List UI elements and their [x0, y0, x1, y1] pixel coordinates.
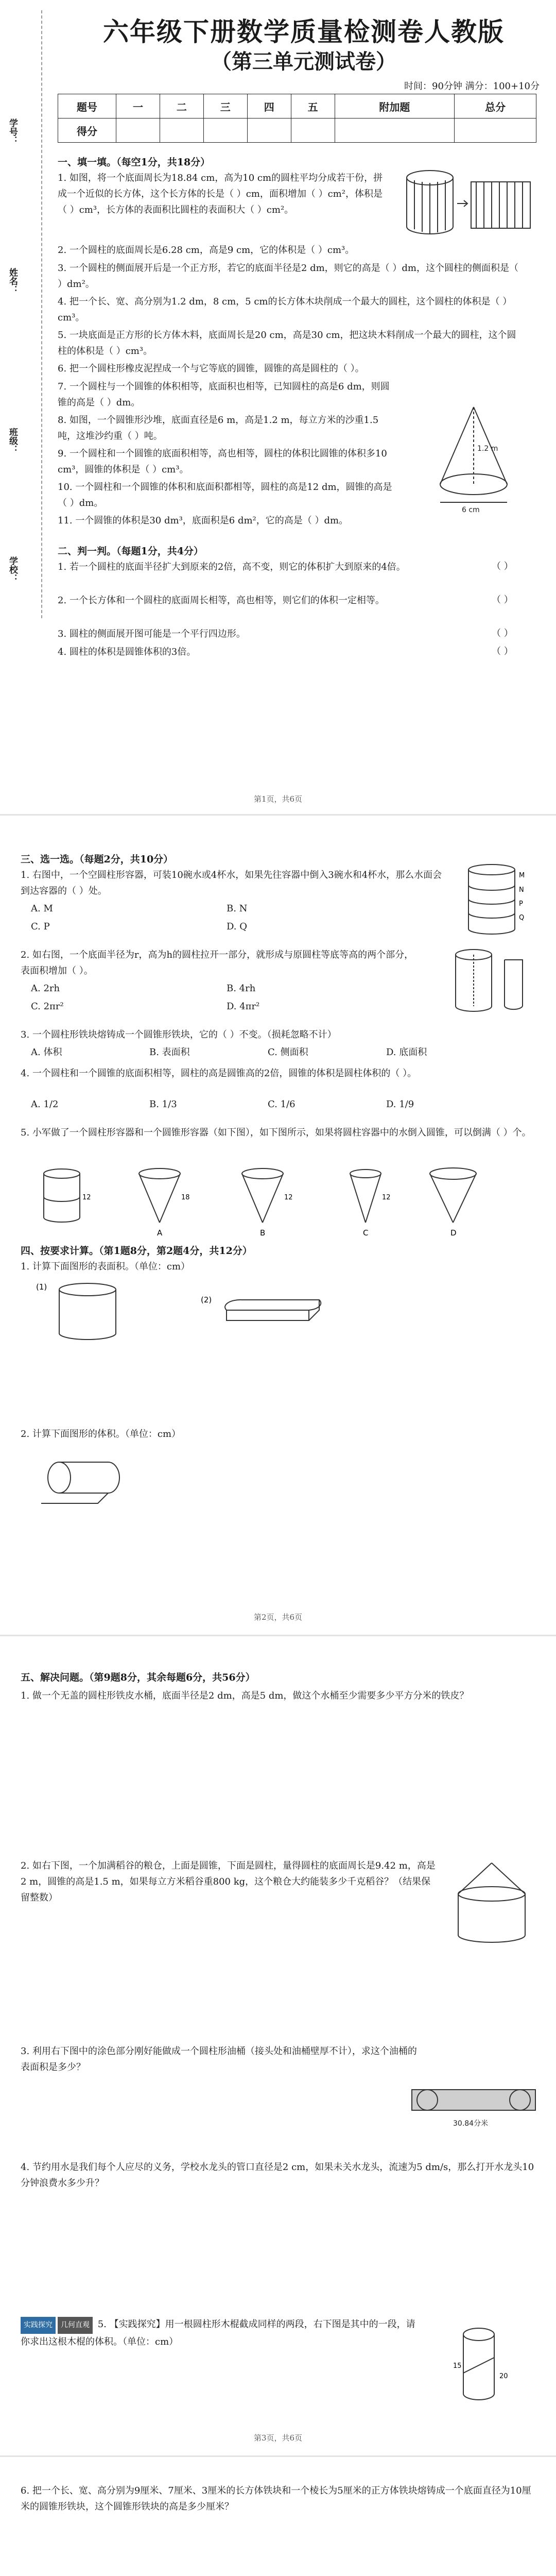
score-cell: 四 [247, 94, 291, 118]
score-input[interactable] [335, 118, 455, 143]
score-input[interactable] [203, 118, 247, 143]
dim-label: 12 [82, 1194, 91, 1201]
page-number: 第3页，共6页 [253, 2433, 303, 2443]
word-problem: 4. 节约用水是我们每个人应尽的义务，学校水龙头的管口直径是2 cm，如果未关水龙头，流速为5 dm/s，那么打开水龙头10分钟浪费水多少升？ [21, 2162, 534, 2189]
judge-question: 2. 一个长方体和一个圆柱的底面周长相等，高也相等，则它们的体积一定相等。 [58, 595, 385, 606]
option[interactable]: D. Q [227, 921, 247, 932]
split-cylinder-figure [448, 944, 541, 1016]
page-subtitle: （第三单元测试卷） [211, 49, 396, 74]
score-input[interactable] [160, 118, 203, 143]
question-text: 7. 一个圆柱与一个圆锥的体积相等，底面积也相等，已知圆柱的高是6 dm，则圆锥的高是（ ）dm。 [58, 381, 390, 408]
choice-question: 4. 一个圆柱和一个圆锥的底面积相等，圆柱的高是圆锥高的2倍，圆锥的体积是圆柱体积的（ ）。 [21, 1068, 417, 1079]
dim-label: 12 [284, 1194, 293, 1201]
score-header-row [58, 94, 536, 118]
score-value-row [58, 118, 536, 143]
fig-label: (1) [36, 1282, 47, 1292]
option[interactable]: C. P [31, 921, 50, 932]
binding-margin [0, 0, 49, 629]
fig-label: (2) [201, 1295, 212, 1304]
calc-question: 2. 计算下面图形的体积。（单位：cm） [21, 1429, 181, 1439]
answer-blank[interactable]: （ ） [492, 628, 513, 639]
choice-question: 3. 一个圆柱形铁块熔铸成一个圆锥形铁块，它的（ ）不变。（损耗忽略不计） [21, 1029, 337, 1040]
wood-width-label: 20 [499, 2372, 508, 2380]
tank-label: Q [519, 914, 525, 922]
student-name-label: 姓名： [7, 268, 18, 294]
sand-cone-figure [430, 402, 517, 515]
section-4-heading: 四、按要求计算。（第1题8分，第2题4分，共12分） [21, 1245, 252, 1257]
option[interactable]: A. M [31, 903, 53, 914]
sand-diameter-label: 6 cm [462, 506, 480, 514]
tank-label: N [519, 886, 524, 894]
section-5-heading: 五、解决问题。（第9题8分，其余每题6分，共56分） [21, 1672, 255, 1683]
cylinder-split-figure [399, 167, 538, 242]
page-title: 六年级下册数学质量检测卷人教版 [103, 16, 505, 47]
tank-label: P [519, 900, 523, 908]
answer-blank[interactable]: （ ） [492, 595, 513, 605]
page-1 [0, 0, 556, 814]
wood-piece-figure [453, 2321, 530, 2409]
word-problem: 1. 做一个无盖的圆柱形铁皮水桶，底面半径是2 dm，高是5 dm，做这个水桶至少需要多少平方分米的铁皮？ [21, 1690, 469, 1701]
score-cell: 一 [116, 94, 160, 118]
question-text: 9. 一个圆柱和一个圆锥的底面积相等，高也相等，圆柱的体积比圆锥的体积多10 cm³，圆锥的体积是（ ）cm³。 [58, 448, 387, 475]
word-problem: 6. 把一个长、宽、高分别为9厘米、7厘米、3厘米的长方体铁块和一个棱长为5厘米的正方体铁块熔铸成一个底面直径为10厘米的圆锥形铁块，这个圆锥形铁块的高是多少厘米？ [21, 2485, 531, 2512]
option[interactable]: C. 侧面积 [268, 1047, 308, 1058]
student-id-label: 学号： [7, 118, 18, 145]
school-label: 学校： [7, 556, 18, 583]
question-text: 8. 如图，一个圆锥形沙堆，底面直径是6 m，高是1.2 m，每立方米的沙重1.5吨，这堆沙约重（ ）吨。 [58, 415, 379, 442]
option-label[interactable]: B [260, 1228, 266, 1238]
calc-question: 1. 计算下面图形的表面积。（单位：cm） [21, 1261, 190, 1272]
option[interactable]: B. 4rh [227, 983, 256, 994]
option[interactable]: A. 体积 [31, 1047, 62, 1058]
option[interactable]: B. N [227, 903, 248, 914]
tank-figure [463, 862, 535, 939]
judge-question: 3. 圆柱的侧面展开图可能是一个平行四边形。 [58, 629, 246, 639]
score-cell: 三 [203, 94, 247, 118]
judge-question: 4. 圆柱的体积是圆锥体积的3倍。 [58, 647, 196, 657]
wood-height-label: 15 [453, 2362, 462, 2370]
option[interactable]: D. 1/9 [386, 1099, 414, 1110]
word-problem-text: 5. 【实践探究】用一根圆柱形木棍截成同样的两段，右下图是其中的一段，请你求出这根木棍的体积。（单位：cm） [21, 2319, 415, 2347]
question-text: 3. 一个圆柱的侧面展开后是一个正方形，若它的底面半径是2 dm，则它的高是（ ）dm，这个圆柱的侧面积是（ ）dm²。 [58, 263, 518, 290]
question-text: 10. 一个圆柱和一个圆锥的体积和底面积都相等，圆柱的高是12 dm，圆锥的高是（ ）dm。 [58, 482, 392, 509]
question-text: 5. 一块底面是正方形的长方体木料，底面周长是20 cm，高是30 cm，把这块木料削成一个最大的圆柱，这个圆柱的体积是（ ）cm³。 [58, 330, 516, 357]
answer-blank[interactable]: （ ） [492, 561, 513, 572]
option[interactable]: B. 1/3 [149, 1099, 177, 1110]
page-4 [0, 2457, 556, 2576]
class-label: 班级： [7, 428, 18, 454]
score-cell: 得分 [58, 118, 116, 143]
score-cell: 二 [160, 94, 203, 118]
option[interactable]: A. 1/2 [31, 1099, 59, 1110]
word-problem: 2. 如右下图，一个加满稻谷的粮仓，上面是圆锥，下面是圆柱，量得圆柱的底面周长是9.42 m，高是2 m，圆锥的高是1.5 m，如果每立方米稻谷重800 kg，这个粮仓大约能装多少千克稻谷？（结果保留整数） [21, 1860, 436, 1903]
score-cell: 附加题 [335, 94, 455, 118]
score-cell: 五 [291, 94, 335, 118]
judge-question: 1. 若一个圆柱的底面半径扩大到原来的2倍，高不变，则它的体积扩大到原来的4倍。 [58, 562, 406, 572]
page-2 [0, 816, 556, 1635]
page-3 [0, 1636, 556, 2455]
score-cell: 题号 [58, 94, 116, 118]
option[interactable]: D. 底面积 [386, 1047, 427, 1058]
granary-figure [448, 1858, 535, 1945]
cut-line [41, 10, 42, 618]
answer-blank[interactable]: （ ） [492, 646, 513, 657]
option[interactable]: C. 2πr² [31, 1001, 64, 1012]
containers-figure [31, 1161, 494, 1238]
sheet-length-label: 30.84分米 [453, 2120, 489, 2128]
question-text: 4. 把一个长、宽、高分别为1.2 dm，8 cm，5 cm的长方体木块削成一个最大的圆柱，这个圆柱的体积是（ ）cm³。 [58, 296, 512, 323]
section-1-heading: 一、填一填。（每空1分，共18分） [58, 157, 211, 168]
oil-drum-sheet-figure [407, 2074, 541, 2131]
dim-label: 18 [181, 1194, 190, 1201]
word-problem: 3. 利用右下图中的涂色部分刚好能做成一个圆柱形油桶（接头处和油桶壁厚不计），求这个油桶的表面积是多少？ [21, 2046, 417, 2073]
tank-label: M [519, 872, 525, 879]
time-info: 时间：90分钟 满分：100+10分 [404, 81, 540, 92]
question-text: 1. 如图，将一个底面周长为18.84 cm，高为10 cm的圆柱平均分成若干份，拼成一个近似的长方体，这个长方体的长是（ ）cm，面积增加（ ）cm²，体积是（ ）cm³，长方体的表面积比圆柱的表面积大（ ）cm²。 [58, 173, 383, 215]
score-cell: 总分 [455, 94, 536, 118]
option[interactable]: D. 4πr² [227, 1001, 260, 1012]
score-table [58, 94, 536, 143]
section-2-heading: 二、判一判。（每题1分，共4分） [58, 546, 203, 557]
choice-question: 5. 小军做了一个圆柱形容器和一个圆锥形容器（如下图），如下图所示，如果将圆柱容器中的水倒入圆锥，可以倒满（ ）个。 [21, 1127, 531, 1138]
volume-figure [31, 1447, 134, 1524]
option[interactable]: C. 1/6 [268, 1099, 296, 1110]
dim-label: 12 [382, 1194, 391, 1201]
sand-height-label: 1.2 m [477, 445, 498, 453]
score-input[interactable] [116, 118, 160, 143]
practice-subtag: 几何直观 [58, 2317, 93, 2334]
option[interactable]: A. 2rh [31, 983, 60, 994]
word-problem [21, 2316, 422, 2350]
question-text: 6. 把一个圆柱形橡皮泥捏成一个与它等底的圆锥，圆锥的高是圆柱的（ ）。 [58, 363, 364, 374]
question-text: 11. 一个圆锥的体积是30 dm³，底面积是6 dm²，它的高是（ ）dm。 [58, 515, 349, 526]
score-input[interactable] [247, 118, 291, 143]
option-label[interactable]: D [450, 1228, 457, 1238]
surface-figures [31, 1279, 340, 1346]
score-input[interactable] [455, 118, 536, 143]
score-input[interactable] [291, 118, 335, 143]
option-label[interactable]: C [363, 1228, 369, 1238]
page-number: 第2页，共6页 [253, 1613, 303, 1622]
page-number: 第1页，共6页 [253, 794, 303, 804]
section-3-heading: 三、选一选。（每题2分，共10分） [21, 854, 173, 865]
choice-question: 2. 如右图，一个底面半径为r，高为h的圆柱拉开一部分，就形成与原圆柱等底等高的两个部分，表面积增加（ ）。 [21, 950, 414, 976]
option[interactable]: B. 表面积 [149, 1047, 190, 1058]
practice-tag: 实践探究 [21, 2317, 56, 2334]
option-label[interactable]: A [157, 1228, 163, 1238]
choice-question: 1. 右图中，一个空圆柱形容器，可装10碗水或4杯水，如果先往容器中倒入3碗水和4杯水，那么水面会到达容器的（ ）处。 [21, 870, 442, 896]
question-text: 2. 一个圆柱的底面周长是6.28 cm，高是9 cm，它的体积是（ ）cm³。 [58, 245, 355, 256]
